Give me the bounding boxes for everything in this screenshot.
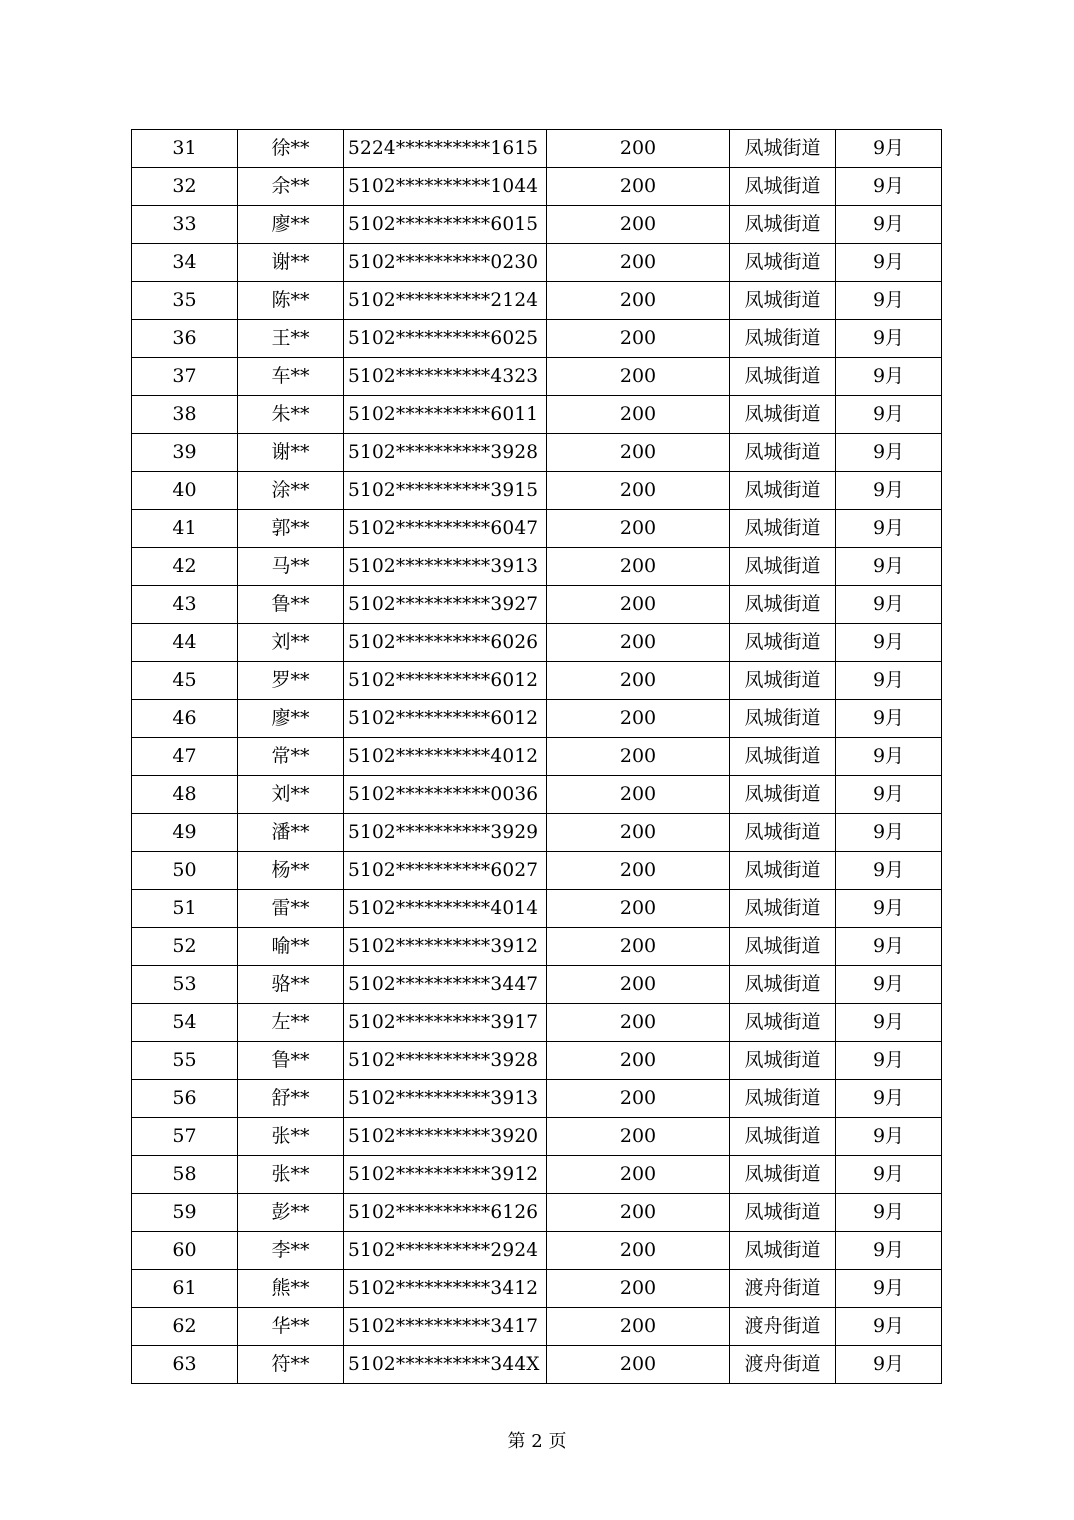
cell-name: 常** — [238, 738, 344, 776]
cell-serial-number: 57 — [132, 1118, 238, 1156]
table-row — [132, 472, 942, 510]
table-row — [132, 244, 942, 282]
cell-amount: 200 — [547, 1080, 730, 1118]
table-row — [132, 206, 942, 244]
cell-street: 凤城街道 — [730, 624, 836, 662]
cell-month: 9月 — [836, 1194, 942, 1232]
cell-amount: 200 — [547, 1042, 730, 1080]
cell-name: 左** — [238, 1004, 344, 1042]
cell-street: 凤城街道 — [730, 776, 836, 814]
cell-serial-number: 36 — [132, 320, 238, 358]
cell-name: 车** — [238, 358, 344, 396]
cell-name: 廖** — [238, 700, 344, 738]
cell-serial-number: 40 — [132, 472, 238, 510]
cell-month: 9月 — [836, 1042, 942, 1080]
cell-name: 郭** — [238, 510, 344, 548]
cell-name: 马** — [238, 548, 344, 586]
cell-name: 鲁** — [238, 586, 344, 624]
table-row — [132, 1042, 942, 1080]
cell-month: 9月 — [836, 1118, 942, 1156]
cell-street: 凤城街道 — [730, 244, 836, 282]
cell-id-number: 5102**********0230 — [344, 244, 547, 282]
cell-name: 骆** — [238, 966, 344, 1004]
cell-street: 凤城街道 — [730, 1080, 836, 1118]
cell-street: 凤城街道 — [730, 700, 836, 738]
cell-amount: 200 — [547, 320, 730, 358]
cell-serial-number: 56 — [132, 1080, 238, 1118]
cell-month: 9月 — [836, 1080, 942, 1118]
cell-month: 9月 — [836, 1004, 942, 1042]
cell-street: 凤城街道 — [730, 1156, 836, 1194]
cell-street: 渡舟街道 — [730, 1346, 836, 1384]
cell-street: 凤城街道 — [730, 852, 836, 890]
cell-amount: 200 — [547, 1194, 730, 1232]
cell-amount: 200 — [547, 1346, 730, 1384]
cell-month: 9月 — [836, 738, 942, 776]
cell-name: 谢** — [238, 434, 344, 472]
cell-street: 凤城街道 — [730, 130, 836, 168]
cell-serial-number: 48 — [132, 776, 238, 814]
cell-month: 9月 — [836, 396, 942, 434]
cell-amount: 200 — [547, 1004, 730, 1042]
cell-amount: 200 — [547, 434, 730, 472]
cell-amount: 200 — [547, 244, 730, 282]
cell-month: 9月 — [836, 282, 942, 320]
cell-id-number: 5102**********3412 — [344, 1270, 547, 1308]
table-row — [132, 1346, 942, 1384]
cell-month: 9月 — [836, 1270, 942, 1308]
cell-amount: 200 — [547, 282, 730, 320]
cell-serial-number: 61 — [132, 1270, 238, 1308]
cell-street: 凤城街道 — [730, 662, 836, 700]
cell-id-number: 5102**********3447 — [344, 966, 547, 1004]
cell-serial-number: 41 — [132, 510, 238, 548]
cell-id-number: 5102**********3913 — [344, 1080, 547, 1118]
page-number: 第 2 页 — [507, 1431, 567, 1452]
cell-name: 余** — [238, 168, 344, 206]
cell-street: 凤城街道 — [730, 738, 836, 776]
cell-serial-number: 31 — [132, 130, 238, 168]
cell-serial-number: 37 — [132, 358, 238, 396]
cell-serial-number: 33 — [132, 206, 238, 244]
cell-street: 渡舟街道 — [730, 1308, 836, 1346]
cell-name: 熊** — [238, 1270, 344, 1308]
records-table — [131, 129, 942, 1384]
cell-id-number: 5102**********6047 — [344, 510, 547, 548]
cell-street: 凤城街道 — [730, 814, 836, 852]
cell-id-number: 5224**********1615 — [344, 130, 547, 168]
table-row — [132, 282, 942, 320]
cell-month: 9月 — [836, 966, 942, 1004]
cell-id-number: 5102**********3913 — [344, 548, 547, 586]
cell-month: 9月 — [836, 1308, 942, 1346]
cell-street: 凤城街道 — [730, 928, 836, 966]
cell-id-number: 5102**********2924 — [344, 1232, 547, 1270]
cell-amount: 200 — [547, 928, 730, 966]
cell-amount: 200 — [547, 1308, 730, 1346]
cell-name: 刘** — [238, 624, 344, 662]
cell-street: 凤城街道 — [730, 890, 836, 928]
cell-amount: 200 — [547, 1232, 730, 1270]
cell-name: 李** — [238, 1232, 344, 1270]
cell-month: 9月 — [836, 928, 942, 966]
cell-serial-number: 62 — [132, 1308, 238, 1346]
cell-name: 雷** — [238, 890, 344, 928]
cell-serial-number: 50 — [132, 852, 238, 890]
cell-amount: 200 — [547, 1270, 730, 1308]
table-row — [132, 662, 942, 700]
cell-month: 9月 — [836, 586, 942, 624]
cell-name: 朱** — [238, 396, 344, 434]
cell-serial-number: 53 — [132, 966, 238, 1004]
cell-serial-number: 55 — [132, 1042, 238, 1080]
cell-serial-number: 32 — [132, 168, 238, 206]
table-row — [132, 396, 942, 434]
cell-month: 9月 — [836, 168, 942, 206]
cell-name: 张** — [238, 1118, 344, 1156]
cell-month: 9月 — [836, 700, 942, 738]
table-row — [132, 168, 942, 206]
cell-amount: 200 — [547, 776, 730, 814]
table-row — [132, 1232, 942, 1270]
table-row — [132, 1156, 942, 1194]
cell-serial-number: 46 — [132, 700, 238, 738]
cell-id-number: 5102**********6015 — [344, 206, 547, 244]
table-row — [132, 738, 942, 776]
cell-id-number: 5102**********4012 — [344, 738, 547, 776]
cell-name: 舒** — [238, 1080, 344, 1118]
cell-amount: 200 — [547, 814, 730, 852]
cell-name: 喻** — [238, 928, 344, 966]
cell-street: 凤城街道 — [730, 548, 836, 586]
cell-month: 9月 — [836, 434, 942, 472]
cell-month: 9月 — [836, 206, 942, 244]
cell-month: 9月 — [836, 358, 942, 396]
cell-street: 凤城街道 — [730, 168, 836, 206]
table-row — [132, 700, 942, 738]
cell-serial-number: 54 — [132, 1004, 238, 1042]
cell-street: 凤城街道 — [730, 966, 836, 1004]
cell-amount: 200 — [547, 738, 730, 776]
cell-id-number: 5102**********3912 — [344, 928, 547, 966]
cell-name: 徐** — [238, 130, 344, 168]
cell-id-number: 5102**********6012 — [344, 662, 547, 700]
cell-id-number: 5102**********6025 — [344, 320, 547, 358]
cell-street: 凤城街道 — [730, 1042, 836, 1080]
cell-month: 9月 — [836, 814, 942, 852]
cell-amount: 200 — [547, 472, 730, 510]
table-row — [132, 852, 942, 890]
cell-id-number: 5102**********344X — [344, 1346, 547, 1384]
cell-amount: 200 — [547, 966, 730, 1004]
table-row — [132, 1308, 942, 1346]
cell-id-number: 5102**********3928 — [344, 434, 547, 472]
cell-serial-number: 52 — [132, 928, 238, 966]
table-row — [132, 586, 942, 624]
table-row — [132, 320, 942, 358]
cell-month: 9月 — [836, 852, 942, 890]
cell-street: 凤城街道 — [730, 510, 836, 548]
cell-serial-number: 42 — [132, 548, 238, 586]
cell-street: 凤城街道 — [730, 282, 836, 320]
table-row — [132, 776, 942, 814]
cell-amount: 200 — [547, 548, 730, 586]
cell-serial-number: 59 — [132, 1194, 238, 1232]
cell-street: 凤城街道 — [730, 358, 836, 396]
cell-street: 凤城街道 — [730, 586, 836, 624]
cell-serial-number: 34 — [132, 244, 238, 282]
table-row — [132, 510, 942, 548]
table-row — [132, 130, 942, 168]
table-row — [132, 1004, 942, 1042]
table-row — [132, 548, 942, 586]
cell-name: 陈** — [238, 282, 344, 320]
cell-id-number: 5102**********3920 — [344, 1118, 547, 1156]
cell-serial-number: 35 — [132, 282, 238, 320]
cell-id-number: 5102**********3927 — [344, 586, 547, 624]
cell-id-number: 5102**********6126 — [344, 1194, 547, 1232]
table-row — [132, 1194, 942, 1232]
cell-id-number: 5102**********3417 — [344, 1308, 547, 1346]
cell-month: 9月 — [836, 662, 942, 700]
table-row — [132, 814, 942, 852]
cell-street: 渡舟街道 — [730, 1270, 836, 1308]
cell-id-number: 5102**********6011 — [344, 396, 547, 434]
cell-street: 凤城街道 — [730, 472, 836, 510]
cell-street: 凤城街道 — [730, 1194, 836, 1232]
cell-month: 9月 — [836, 472, 942, 510]
cell-month: 9月 — [836, 320, 942, 358]
cell-serial-number: 39 — [132, 434, 238, 472]
table-row — [132, 1270, 942, 1308]
cell-id-number: 5102**********0036 — [344, 776, 547, 814]
cell-amount: 200 — [547, 1118, 730, 1156]
table-row — [132, 1080, 942, 1118]
cell-name: 刘** — [238, 776, 344, 814]
cell-id-number: 5102**********3928 — [344, 1042, 547, 1080]
cell-serial-number: 60 — [132, 1232, 238, 1270]
cell-month: 9月 — [836, 548, 942, 586]
cell-serial-number: 43 — [132, 586, 238, 624]
table-row — [132, 890, 942, 928]
cell-street: 凤城街道 — [730, 1232, 836, 1270]
cell-name: 廖** — [238, 206, 344, 244]
cell-id-number: 5102**********4014 — [344, 890, 547, 928]
cell-name: 鲁** — [238, 1042, 344, 1080]
cell-id-number: 5102**********4323 — [344, 358, 547, 396]
cell-serial-number: 45 — [132, 662, 238, 700]
cell-id-number: 5102**********3917 — [344, 1004, 547, 1042]
cell-name: 王** — [238, 320, 344, 358]
cell-street: 凤城街道 — [730, 396, 836, 434]
cell-serial-number: 58 — [132, 1156, 238, 1194]
cell-month: 9月 — [836, 130, 942, 168]
cell-amount: 200 — [547, 662, 730, 700]
table-row — [132, 966, 942, 1004]
cell-id-number: 5102**********3912 — [344, 1156, 547, 1194]
table-row — [132, 1118, 942, 1156]
cell-id-number: 5102**********1044 — [344, 168, 547, 206]
cell-serial-number: 51 — [132, 890, 238, 928]
cell-id-number: 5102**********3929 — [344, 814, 547, 852]
cell-street: 凤城街道 — [730, 1118, 836, 1156]
cell-street: 凤城街道 — [730, 1004, 836, 1042]
cell-id-number: 5102**********6012 — [344, 700, 547, 738]
cell-month: 9月 — [836, 1156, 942, 1194]
cell-amount: 200 — [547, 358, 730, 396]
cell-serial-number: 49 — [132, 814, 238, 852]
cell-name: 罗** — [238, 662, 344, 700]
cell-name: 彭** — [238, 1194, 344, 1232]
cell-street: 凤城街道 — [730, 320, 836, 358]
cell-name: 杨** — [238, 852, 344, 890]
cell-month: 9月 — [836, 244, 942, 282]
cell-id-number: 5102**********2124 — [344, 282, 547, 320]
cell-id-number: 5102**********6027 — [344, 852, 547, 890]
cell-name: 涂** — [238, 472, 344, 510]
cell-serial-number: 38 — [132, 396, 238, 434]
cell-amount: 200 — [547, 586, 730, 624]
cell-name: 华** — [238, 1308, 344, 1346]
cell-amount: 200 — [547, 624, 730, 662]
cell-month: 9月 — [836, 1346, 942, 1384]
cell-amount: 200 — [547, 890, 730, 928]
cell-month: 9月 — [836, 624, 942, 662]
cell-amount: 200 — [547, 168, 730, 206]
cell-name: 谢** — [238, 244, 344, 282]
cell-name: 潘** — [238, 814, 344, 852]
cell-serial-number: 47 — [132, 738, 238, 776]
cell-month: 9月 — [836, 510, 942, 548]
cell-amount: 200 — [547, 1156, 730, 1194]
cell-amount: 200 — [547, 510, 730, 548]
cell-name: 符** — [238, 1346, 344, 1384]
cell-amount: 200 — [547, 700, 730, 738]
table-row — [132, 434, 942, 472]
cell-month: 9月 — [836, 1232, 942, 1270]
table-body — [132, 130, 942, 1384]
cell-amount: 200 — [547, 852, 730, 890]
cell-street: 凤城街道 — [730, 434, 836, 472]
cell-id-number: 5102**********6026 — [344, 624, 547, 662]
cell-street: 凤城街道 — [730, 206, 836, 244]
cell-name: 张** — [238, 1156, 344, 1194]
cell-amount: 200 — [547, 206, 730, 244]
cell-serial-number: 63 — [132, 1346, 238, 1384]
cell-id-number: 5102**********3915 — [344, 472, 547, 510]
table-row — [132, 928, 942, 966]
table-row — [132, 624, 942, 662]
cell-month: 9月 — [836, 776, 942, 814]
table-row — [132, 358, 942, 396]
cell-serial-number: 44 — [132, 624, 238, 662]
cell-month: 9月 — [836, 890, 942, 928]
cell-amount: 200 — [547, 130, 730, 168]
cell-amount: 200 — [547, 396, 730, 434]
